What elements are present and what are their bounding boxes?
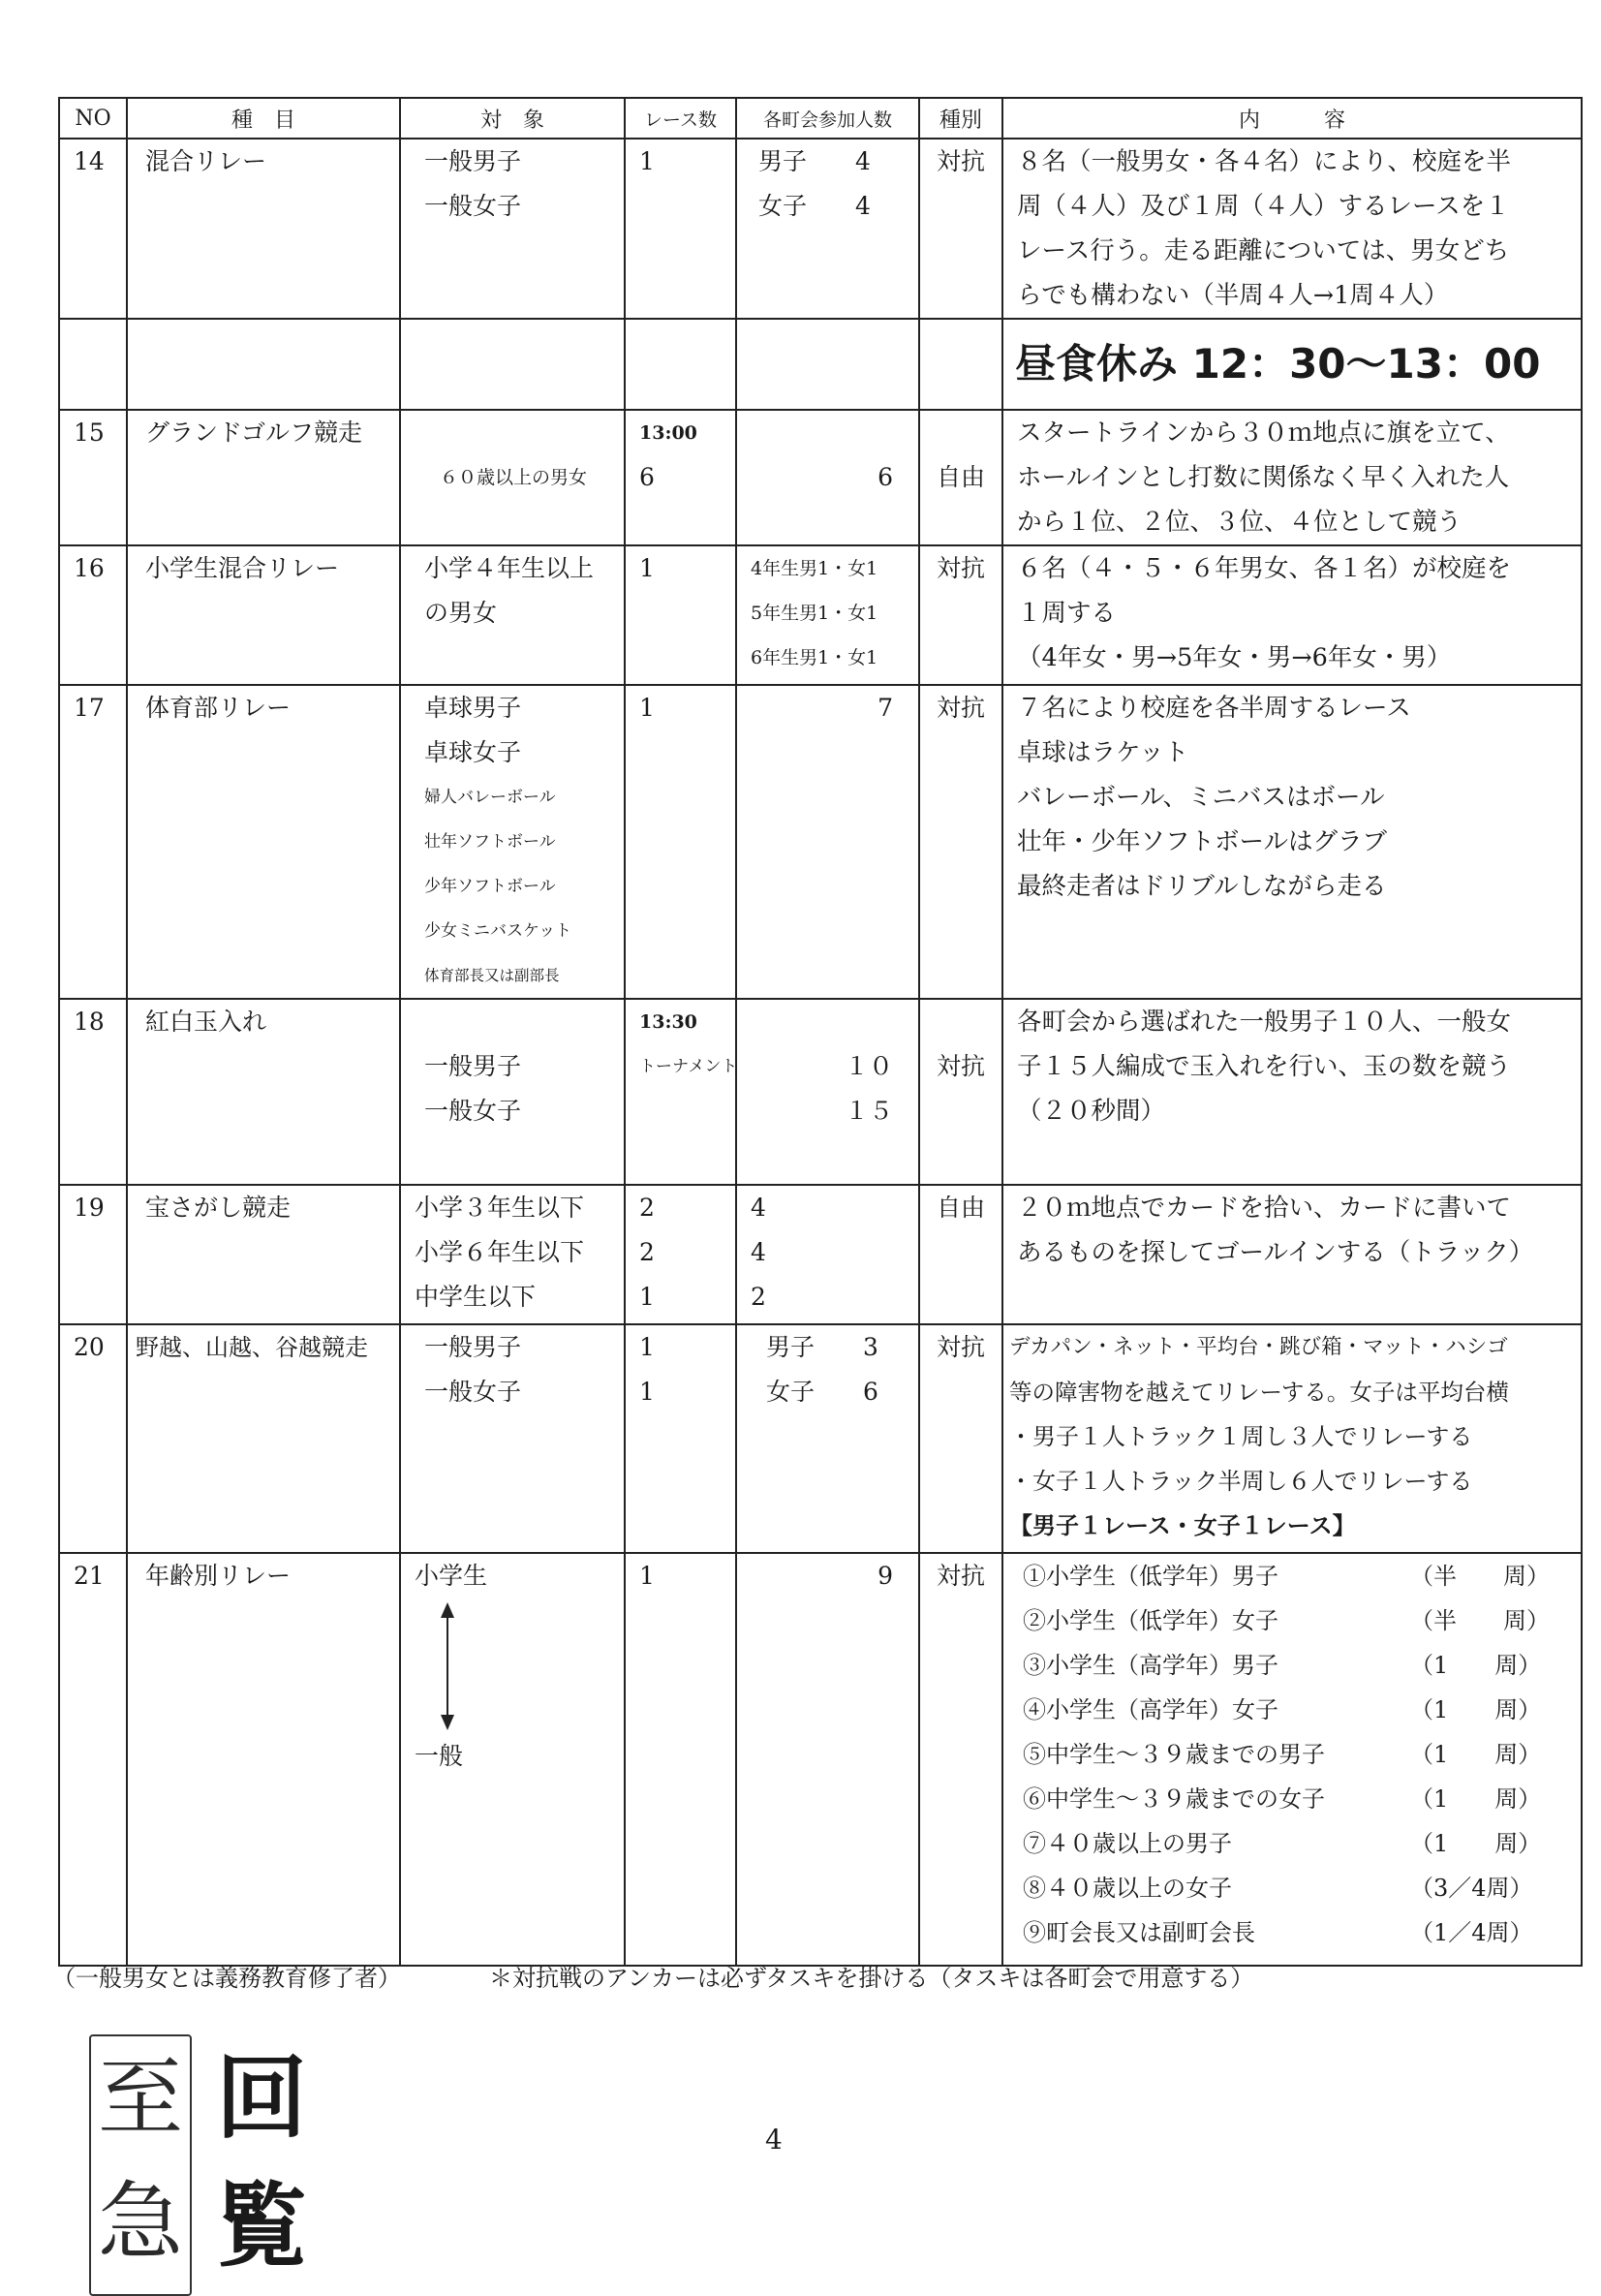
- row-content: ・男子１人トラック１周し３人でリレーする: [1009, 1423, 1473, 1450]
- relay-leg-label: ⑦４０歳以上の男子: [1023, 1830, 1232, 1857]
- header-races: レース数: [625, 98, 736, 139]
- row-participants: 女子 6: [766, 1378, 878, 1406]
- row-participants: 4年生男1・女1: [751, 558, 878, 579]
- list-item: [1009, 1554, 1581, 1598]
- header-type: 種別: [919, 98, 1002, 139]
- stamp-char: 回: [215, 2045, 307, 2152]
- relay-leg-distance: （1 周）: [1410, 1830, 1542, 1857]
- row-target: 中学生以下: [415, 1283, 537, 1311]
- row-event: 体育部リレー: [145, 694, 292, 722]
- header-participants: 各町会参加人数: [736, 98, 919, 139]
- table-row: [59, 999, 1582, 1185]
- row-content: （4年女・男→5年女・男→6年女・男）: [1017, 643, 1452, 672]
- row-event: 年齢別リレー: [145, 1562, 292, 1590]
- row-event: 混合リレー: [145, 147, 267, 175]
- lunch-row: [59, 319, 1582, 410]
- row-target: ６０歳以上の男女: [440, 467, 588, 488]
- row-type: 自由: [936, 1194, 985, 1222]
- row-participants: 男子 3: [766, 1333, 878, 1361]
- circulate-stamp: [208, 2034, 315, 2296]
- row-races: 1: [639, 1333, 655, 1361]
- page-number: 4: [765, 2124, 783, 2156]
- relay-leg-distance: （1 周）: [1410, 1741, 1542, 1768]
- row-type: 自由: [936, 463, 985, 491]
- row-content: （２０秒間）: [1017, 1097, 1166, 1126]
- row-type: 対抗: [936, 1052, 985, 1080]
- relay-leg-distance: （半 周）: [1410, 1607, 1550, 1634]
- row-races: 1: [639, 1562, 655, 1590]
- row-participants: 6年生男1・女1: [751, 647, 878, 668]
- row-content: ７名により校庭を各半周するレース: [1017, 694, 1411, 723]
- row-type: 対抗: [936, 1562, 985, 1590]
- row-no: 20: [74, 1333, 105, 1361]
- row-content: ・女子１人トラック半周し６人でリレーする: [1009, 1468, 1473, 1495]
- relay-leg-label: ④小学生（高学年）女子: [1023, 1696, 1278, 1723]
- row-races: 1: [639, 554, 655, 582]
- row-content: 等の障害物を越えてリレーする。女子は平均台横: [1009, 1379, 1509, 1406]
- row-content: レース行う。走る距離については、男女どち: [1017, 236, 1510, 265]
- row-target: 卓球女子: [424, 738, 522, 766]
- stamp-char: 覧: [215, 2173, 307, 2280]
- relay-leg-label: ⑧４０歳以上の女子: [1023, 1875, 1232, 1902]
- list-item: [1009, 1866, 1581, 1910]
- lunch-break: 昼食休み 12：30〜13：00: [1015, 340, 1541, 388]
- row-event: 小学生混合リレー: [145, 554, 340, 582]
- relay-leg-distance: （1 周）: [1410, 1785, 1542, 1813]
- list-item: [1009, 1821, 1581, 1866]
- relay-leg-distance: （1 周）: [1410, 1696, 1542, 1723]
- relay-leg-label: ⑤中学生〜３９歳までの男子: [1023, 1741, 1325, 1768]
- row-type: 対抗: [936, 1333, 985, 1361]
- row-participants: 5年生男1・女1: [751, 603, 878, 624]
- row-type: 対抗: [936, 147, 985, 175]
- row-target: 一般: [415, 1742, 464, 1770]
- table-row: [59, 1553, 1582, 1966]
- relay-leg-label: ⑥中学生〜３９歳までの女子: [1023, 1785, 1325, 1813]
- row-participants: １０: [844, 1052, 893, 1080]
- schedule-table: [58, 97, 1583, 1967]
- relay-leg-distance: （3／4周）: [1410, 1875, 1533, 1902]
- row-content: ６名（４・５・６年男女、各１名）が校庭を: [1017, 554, 1512, 583]
- table-row: [59, 139, 1582, 319]
- row-target: 少女ミニバスケット: [424, 921, 572, 941]
- row-participants: 4: [751, 1194, 766, 1222]
- relay-leg-label: ②小学生（低学年）女子: [1023, 1607, 1278, 1634]
- row-target: 小学６年生以下: [415, 1238, 585, 1266]
- row-target: 体育部長又は副部長: [424, 967, 560, 984]
- row-target: 一般男子: [424, 1052, 522, 1080]
- row-no: 21: [74, 1562, 105, 1590]
- row-content: 最終走者はドリブルしながら走る: [1017, 872, 1387, 901]
- header-no: NO: [59, 98, 127, 139]
- row-content: あるものを探してゴールインする（トラック）: [1017, 1238, 1534, 1267]
- double-arrow-icon: [420, 1598, 478, 1734]
- row-participants: 4: [751, 1238, 766, 1266]
- range-arrow-icon: [401, 1598, 624, 1734]
- row-event: 紅白玉入れ: [145, 1008, 267, 1036]
- row-no: 19: [74, 1194, 105, 1222]
- row-race-time: 13:00: [639, 422, 697, 444]
- row-races: 6: [639, 463, 655, 491]
- row-participants: 2: [751, 1283, 766, 1311]
- relay-leg-label: ③小学生（高学年）男子: [1023, 1652, 1278, 1679]
- header-event: 種 目: [127, 98, 400, 139]
- row-target: 小学生: [415, 1562, 488, 1590]
- row-content: 周（４人）及び１周（４人）するレースを１: [1017, 192, 1510, 221]
- relay-leg-distance: （半 周）: [1410, 1563, 1550, 1590]
- row-no: 14: [74, 147, 105, 175]
- table-row: [59, 1324, 1582, 1553]
- urgent-stamp: [89, 2034, 192, 2296]
- row-content: 卓球はラケット: [1017, 738, 1189, 767]
- row-content: １周する: [1017, 599, 1117, 628]
- row-target: 一般女子: [424, 192, 522, 220]
- row-participants: 6: [877, 463, 893, 491]
- stamp-char: 至: [97, 2048, 183, 2148]
- row-content: スタートラインから３０ｍ地点に旗を立て、: [1017, 419, 1510, 448]
- row-content: ホールインとし打数に関係なく早く入れた人: [1017, 463, 1510, 492]
- row-target: 一般男子: [424, 1333, 522, 1361]
- row-races: 1: [639, 1283, 655, 1311]
- row-participants: 7: [877, 694, 893, 722]
- relay-leg-distance: （1 周）: [1410, 1652, 1542, 1679]
- row-event: グランドゴルフ競走: [145, 419, 363, 447]
- row-no: 16: [74, 554, 105, 582]
- relay-leg-label: ⑨町会長又は副町会長: [1023, 1919, 1255, 1946]
- footnote-anchor: ＊対抗戦のアンカーは必ずタスキを掛ける（タスキは各町会で用意する）: [489, 1965, 1254, 1992]
- row-no: 17: [74, 694, 105, 722]
- list-item: [1009, 1688, 1581, 1732]
- row-no: 15: [74, 419, 105, 447]
- row-content: デカパン・ネット・平均台・跳び箱・マット・ハシゴ: [1009, 1335, 1508, 1359]
- row-participants: 男子 4: [758, 147, 871, 175]
- row-target: 壮年ソフトボール: [424, 832, 556, 852]
- relay-leg-label: ①小学生（低学年）男子: [1023, 1563, 1278, 1590]
- row-type: 対抗: [936, 554, 985, 582]
- row-races: 1: [639, 147, 655, 175]
- row-participants: 女子 4: [758, 192, 871, 220]
- row-target: 少年ソフトボール: [424, 877, 556, 896]
- row-content: バレーボール、ミニバスはボール: [1017, 783, 1385, 812]
- row-event: 宝さがし競走: [145, 1194, 292, 1222]
- row-content: 【男子１レース・女子１レース】: [1009, 1511, 1356, 1539]
- row-content: 各町会から選ばれた一般男子１０人、一般女: [1017, 1008, 1512, 1037]
- row-races: トーナメント: [639, 1057, 738, 1076]
- row-participants: １５: [844, 1097, 893, 1125]
- row-event: 野越、山越、谷越競走: [136, 1334, 368, 1361]
- row-races: 1: [639, 1378, 655, 1406]
- relay-leg-distance: （1／4周）: [1410, 1919, 1533, 1946]
- row-target: 小学４年生以上: [424, 554, 595, 582]
- header-content: 内 容: [1002, 98, 1582, 139]
- row-type: 対抗: [936, 694, 985, 722]
- row-participants: 9: [877, 1562, 893, 1590]
- row-races: 2: [639, 1238, 655, 1266]
- row-no: 18: [74, 1008, 105, 1036]
- row-content: ８名（一般男女・各４名）により、校庭を半: [1017, 147, 1512, 176]
- row-target: の男女: [424, 599, 498, 627]
- row-content: 壮年・少年ソフトボールはグラブ: [1017, 827, 1387, 856]
- row-race-time: 13:30: [639, 1011, 697, 1033]
- row-races: 2: [639, 1194, 655, 1222]
- list-item: [1009, 1777, 1581, 1821]
- row-target: 小学３年生以下: [415, 1194, 585, 1222]
- stamp-char: 急: [97, 2172, 183, 2272]
- row-target: 一般女子: [424, 1097, 522, 1125]
- list-item: [1009, 1643, 1581, 1688]
- footnote-general: （一般男女とは義務教育修了者）: [52, 1965, 401, 1992]
- list-item: [1009, 1910, 1581, 1955]
- list-item: [1009, 1598, 1581, 1643]
- table-row: [59, 1185, 1582, 1324]
- table-row: [59, 410, 1582, 545]
- row-content: から１位、２位、３位、４位として競う: [1017, 508, 1462, 537]
- row-target: 卓球男子: [424, 694, 522, 722]
- table-row: [59, 545, 1582, 685]
- row-races: 1: [639, 694, 655, 722]
- row-target: 一般男子: [424, 147, 522, 175]
- table-row: [59, 685, 1582, 999]
- row-content: ２０ｍ地点でカードを拾い、カードに書いて: [1017, 1194, 1512, 1223]
- row-target: 婦人バレーボール: [424, 788, 556, 807]
- header-target: 対 象: [400, 98, 625, 139]
- list-item: [1009, 1732, 1581, 1777]
- row-content: 子１５人編成で玉入れを行い、玉の数を競う: [1017, 1052, 1512, 1081]
- row-content: らでも構わない（半周４人→1周４人）: [1017, 281, 1449, 310]
- header-row: [59, 98, 1582, 139]
- row-target: 一般女子: [424, 1378, 522, 1406]
